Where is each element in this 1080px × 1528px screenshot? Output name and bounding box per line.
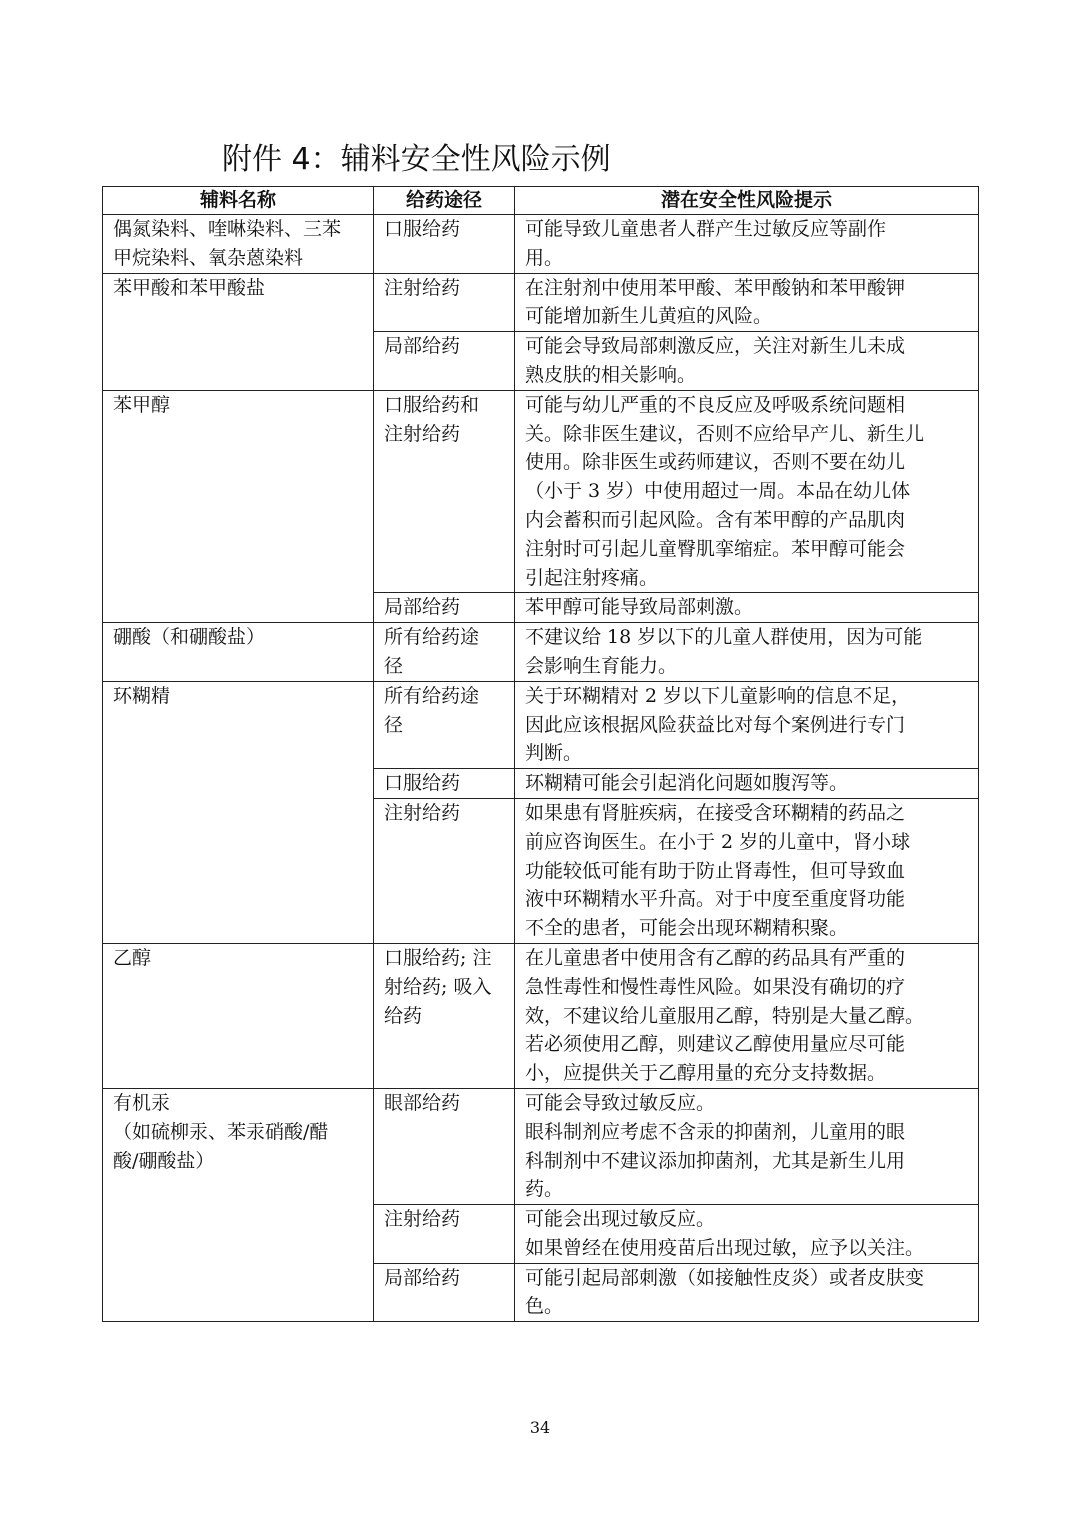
- excipient-name-line: 苯甲酸和苯甲酸盐: [113, 276, 266, 299]
- route-cell: [374, 623, 515, 682]
- risk-line: 可能与幼儿严重的不良反应及呼吸系统问题相: [525, 393, 906, 416]
- excipient-name-line: 硼酸（和硼酸盐）: [113, 626, 266, 649]
- risk-cell: [515, 390, 979, 593]
- risk-cell: [515, 769, 979, 799]
- excipient-name-line: 环糊精: [113, 684, 171, 707]
- table-row: [103, 681, 979, 768]
- table-row: [103, 1088, 979, 1204]
- risk-line: 引起注射疼痛。: [525, 566, 659, 589]
- excipient-name-line: 酸/硼酸盐）: [113, 1149, 215, 1172]
- risk-cell: [515, 623, 979, 682]
- excipient-name-line: 偶氮染料、喹啉染料、三苯: [113, 218, 342, 240]
- risk-line: 可能导致儿童患者人群产生过敏反应等副作: [525, 218, 887, 240]
- risk-line: 可能增加新生儿黄疸的风险。: [525, 305, 773, 328]
- route-cell: 注射给药: [374, 1205, 515, 1264]
- header-route: 给药途径: [374, 187, 515, 215]
- table-header-row: [103, 187, 979, 215]
- table-row: [103, 273, 979, 332]
- route-cell: 注射给药: [374, 798, 515, 943]
- risk-line: 苯甲醇可能导致局部刺激。: [525, 596, 754, 619]
- risk-line: 眼科制剂应考虑不含汞的抑菌剂，儿童用的眼: [525, 1120, 906, 1143]
- route-cell: [374, 943, 515, 1088]
- risk-line: 注射时可引起儿童臀肌挛缩症。苯甲醇可能会: [525, 537, 906, 560]
- excipient-name-line: （如硫柳汞、苯汞硝酸/醋: [113, 1120, 329, 1143]
- risk-line: 因此应该根据风险获益比对每个案例进行专门: [525, 713, 906, 736]
- risk-line: 在儿童患者中使用含有乙醇的药品具有严重的: [525, 946, 906, 969]
- risk-cell: [515, 681, 979, 768]
- risk-cell: [515, 1088, 979, 1204]
- risk-cell: [515, 593, 979, 623]
- risk-line: 环糊精可能会引起消化问题如腹泻等。: [525, 772, 849, 795]
- excipient-name-cell: [103, 390, 374, 622]
- table-row: [103, 943, 979, 1088]
- risk-line: 使用。除非医生或药师建议，否则不要在幼儿: [525, 451, 906, 474]
- risk-line: 可能会导致局部刺激反应，关注对新生儿未成: [525, 335, 906, 358]
- route-cell: 局部给药: [374, 593, 515, 623]
- excipient-name-cell: [103, 623, 374, 682]
- table-row: [103, 215, 979, 274]
- risk-line: 如果曾经在使用疫苗后出现过敏，应予以关注。: [525, 1236, 925, 1259]
- excipient-name-cell: [103, 943, 374, 1088]
- risk-cell: [515, 1263, 979, 1322]
- risk-line: 会影响生育能力。: [525, 654, 678, 677]
- route-line: 径: [384, 713, 404, 736]
- table-row: [103, 390, 979, 593]
- risk-line: 关。除非医生建议，否则不应给早产儿、新生儿: [525, 422, 925, 445]
- page-title: 附件 4：辅料安全性风险示例: [222, 142, 611, 177]
- route-line: 注射给药: [384, 422, 461, 445]
- route-line: 所有给药途: [384, 684, 480, 707]
- risk-line: 可能会导致过敏反应。: [525, 1091, 716, 1114]
- risk-cell: [515, 332, 979, 391]
- route-line: 射给药; 吸入: [384, 975, 492, 998]
- header-risk: 潜在安全性风险提示: [515, 187, 979, 215]
- excipient-name-cell: [103, 215, 374, 274]
- risk-line: 急性毒性和慢性毒性风险。如果没有确切的疗: [525, 975, 906, 998]
- risk-line: 如果患有肾脏疾病，在接受含环糊精的药品之: [525, 801, 906, 824]
- risk-line: 色。: [525, 1295, 564, 1318]
- risk-cell: [515, 1205, 979, 1264]
- risk-line: 科制剂中不建议添加抑菌剂，尤其是新生儿用: [525, 1149, 906, 1172]
- risk-line: 可能引起局部刺激（如接触性皮炎）或者皮肤变: [525, 1266, 925, 1289]
- table-body: [103, 215, 979, 1322]
- route-cell: [374, 681, 515, 768]
- route-line: 所有给药途: [384, 626, 480, 649]
- risk-line: 在注射剂中使用苯甲酸、苯甲酸钠和苯甲酸钾: [525, 276, 906, 299]
- header-excipient-name: 辅料名称: [103, 187, 374, 215]
- risk-line: 用。: [525, 246, 564, 269]
- route-cell: 局部给药: [374, 1263, 515, 1322]
- route-line: 口服给药; 注: [384, 946, 492, 969]
- risk-cell: [515, 798, 979, 943]
- risk-line: 药。: [525, 1178, 564, 1201]
- risk-line: 熟皮肤的相关影响。: [525, 363, 697, 386]
- route-cell: 口服给药: [374, 215, 515, 274]
- route-line: 口服给药和: [384, 393, 480, 416]
- risk-line: 判断。: [525, 742, 583, 765]
- risk-line: 效，不建议给儿童服用乙醇，特别是大量乙醇。: [525, 1004, 925, 1027]
- excipient-name-cell: [103, 1088, 374, 1321]
- risk-cell: [515, 215, 979, 274]
- risk-line: 关于环糊精对 2 岁以下儿童影响的信息不足，: [525, 684, 911, 707]
- excipient-name-line: 苯甲醇: [113, 393, 171, 416]
- excipient-name-line: 有机汞: [113, 1091, 171, 1114]
- route-cell: 注射给药: [374, 273, 515, 332]
- risk-line: （小于 3 岁）中使用超过一周。本品在幼儿体: [525, 480, 911, 503]
- risk-line: 液中环糊精水平升高。对于中度至重度肾功能: [525, 888, 906, 911]
- route-line: 径: [384, 654, 404, 677]
- risk-line: 小，应提供关于乙醇用量的充分支持数据。: [525, 1062, 887, 1085]
- excipient-risk-table: [102, 186, 979, 1322]
- risk-line: 若必须使用乙醇，则建议乙醇使用量应尽可能: [525, 1033, 906, 1056]
- risk-line: 不全的患者，可能会出现环糊精积聚。: [525, 917, 849, 940]
- risk-line: 可能会出现过敏反应。: [525, 1208, 716, 1231]
- page-number: 34: [529, 1418, 551, 1437]
- risk-line: 功能较低可能有助于防止肾毒性，但可导致血: [525, 859, 906, 882]
- table-row: [103, 623, 979, 682]
- excipient-name-line: 甲烷染料、氧杂蒽染料: [113, 246, 304, 269]
- risk-line: 前应咨询医生。在小于 2 岁的儿童中，肾小球: [525, 830, 911, 853]
- route-cell: 眼部给药: [374, 1088, 515, 1204]
- risk-line: 内会蓄积而引起风险。含有苯甲醇的产品肌肉: [525, 508, 906, 531]
- excipient-name-cell: [103, 273, 374, 390]
- route-line: 给药: [384, 1004, 423, 1027]
- route-cell: [374, 390, 515, 593]
- risk-cell: [515, 273, 979, 332]
- risk-line: 不建议给 18 岁以下的儿童人群使用，因为可能: [525, 626, 923, 649]
- route-cell: 口服给药: [374, 769, 515, 799]
- route-cell: 局部给药: [374, 332, 515, 391]
- excipient-name-line: 乙醇: [113, 946, 152, 969]
- excipient-name-cell: [103, 681, 374, 943]
- risk-cell: [515, 943, 979, 1088]
